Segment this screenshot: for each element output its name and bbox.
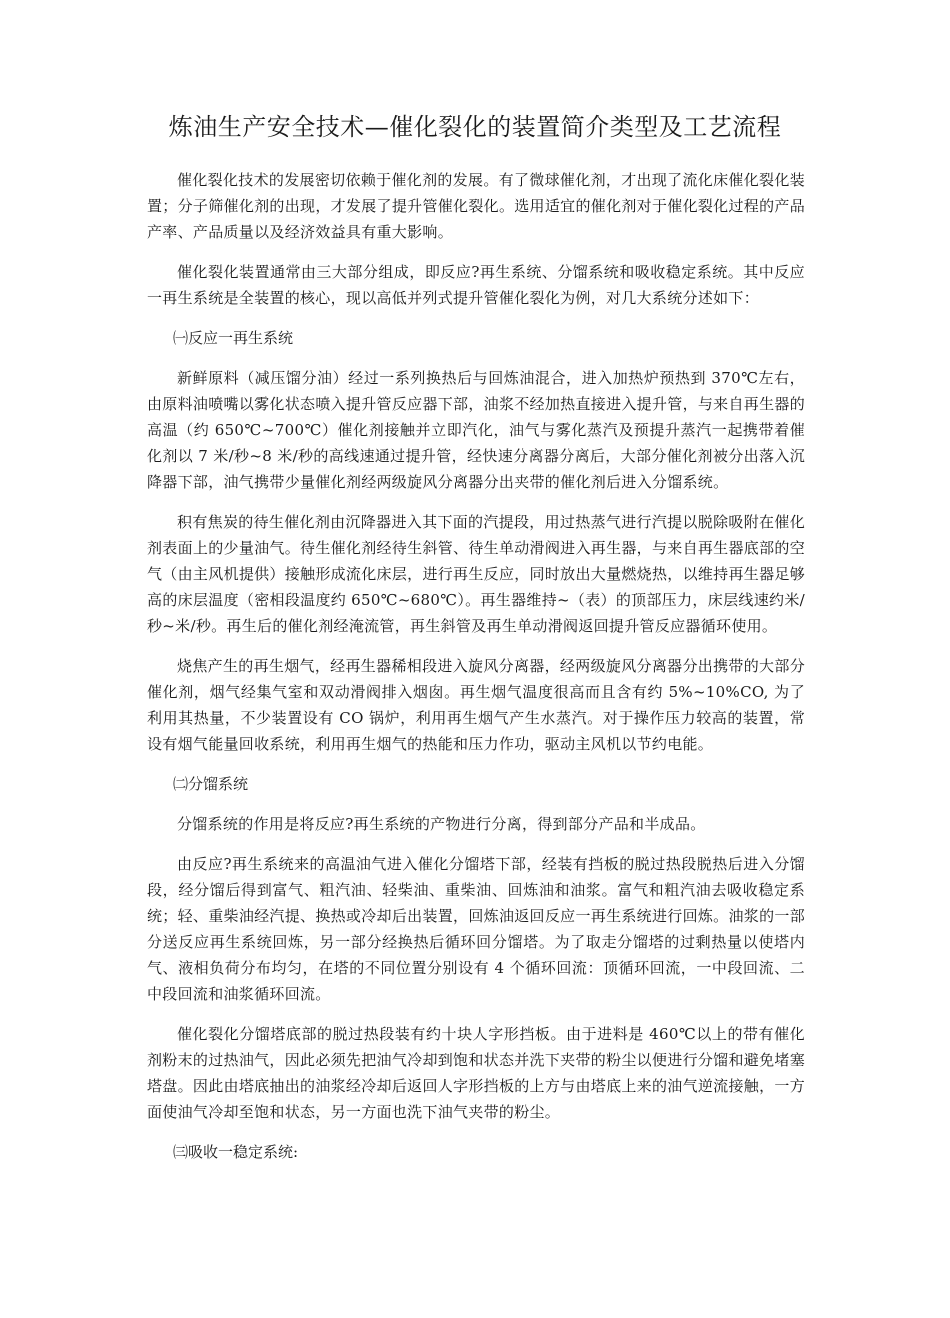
document-title: 炼油生产安全技术—催化裂化的装置简介类型及工艺流程 (168, 113, 782, 141)
paragraph-intro: 催化裂化技术的发展密切依赖于催化剂的发展。有了微球催化剂，才出现了流化床催化裂化装置；分子筛催化剂的出现，才发展了提升管催化裂化。选用适宜的催化剂对于催化裂化过程的产品产率、产品质量以及经济效益具有重大影响。 (147, 171, 805, 241)
paragraph-regeneration: 积有焦炭的待生催化剂由沉降器进入其下面的汽提段，用过热蒸气进行汽提以脱除吸附在催化剂表面上的少量油气。待生催化剂经待生斜管、待生单动滑阀进入再生器，与来自再生器底部的空气（由主风机提供）接触形成流化床层，进行再生反应，同时放出大量燃烧热，以维持再生器足够高的床层温度（密相段温度约 650℃~680℃）。再生器维持~（表）的顶部压力，床层线速约米/秒~米/秒。再生后的催化剂经淹流管，再生斜管及再生单动滑阀返回提升管反应器循环使用。 (147, 513, 805, 635)
section-heading-absorption-stabilization: ㈢吸收一稳定系统: (173, 1143, 299, 1161)
document-body (147, 167, 805, 1179)
paragraph-flue-gas: 烧焦产生的再生烟气，经再生器稀相段进入旋风分离器，经两级旋风分离器分出携带的大部分催化剂，烟气经集气室和双动滑阀排入烟囱。再生烟气温度很高而且含有约 5%~10%CO, 为了利用其热量，不少装置设有 CO 锅炉，利用再生烟气产生水蒸汽。对于操作压力较高的装置，常设有烟气能量回收系统，利用再生烟气的热能和压力作功，驱动主风机以节约电能。 (147, 657, 805, 753)
paragraph-fractionation-purpose: 分馏系统的作用是将反应?再生系统的产物进行分离，得到部分产品和半成品。 (177, 815, 706, 833)
section-heading-fractionation: ㈡分馏系统 (173, 775, 249, 793)
section-heading-reaction-regeneration: ㈠反应一再生系统 (173, 329, 294, 347)
paragraph-fractionation-process: 由反应?再生系统来的高温油气进入催化分馏塔下部，经装有挡板的脱过热段脱热后进入分馏段，经分馏后得到富气、粗汽油、轻柴油、重柴油、回炼油和油浆。富气和粗汽油去吸收稳定系统；轻、重柴油经汽提、换热或冷却后出装置，回炼油返回反应一再生系统进行回炼。油浆的一部分送反应再生系统回炼，另一部分经换热后循环回分馏塔。为了取走分馏塔的过剩热量以使塔内气、液相负荷分布均匀，在塔的不同位置分别设有 4 个循环回流：顶循环回流，一中段回流、二中段回流和油浆循环回流。 (147, 855, 805, 1003)
paragraph-baffle-plates: 催化裂化分馏塔底部的脱过热段装有约十块人字形挡板。由于进料是 460℃以上的带有催化剂粉末的过热油气，因此必须先把油气冷却到饱和状态并洗下夹带的粉尘以便进行分馏和避免堵塞塔盘。因此由塔底抽出的油浆经冷却后返回人字形挡板的上方与由塔底上来的油气逆流接触，一方面使油气冷却至饱和状态，另一方面也洗下油气夹带的粉尘。 (147, 1025, 805, 1121)
paragraph-feedstock: 新鲜原料（减压馏分油）经过一系列换热后与回炼油混合，进入加热炉预热到 370℃左右，由原料油喷嘴以雾化状态喷入提升管反应器下部，油浆不经加热直接进入提升管，与来自再生器的高温（约 650℃~700℃）催化剂接触并立即汽化，油气与雾化蒸汽及预提升蒸汽一起携带着催化剂以 7 米/秒~8 米/秒的高线速通过提升管，经快速分离器分离后，大部分催化剂被分出落入沉降器下部，油气携带少量催化剂经两级旋风分离器分出夹带的催化剂后进入分馏系统。 (147, 369, 805, 491)
paragraph-overview: 催化裂化装置通常由三大部分组成，即反应?再生系统、分馏系统和吸收稳定系统。其中反应一再生系统是全装置的核心，现以高低并列式提升管催化裂化为例，对几大系统分述如下： (147, 263, 805, 307)
